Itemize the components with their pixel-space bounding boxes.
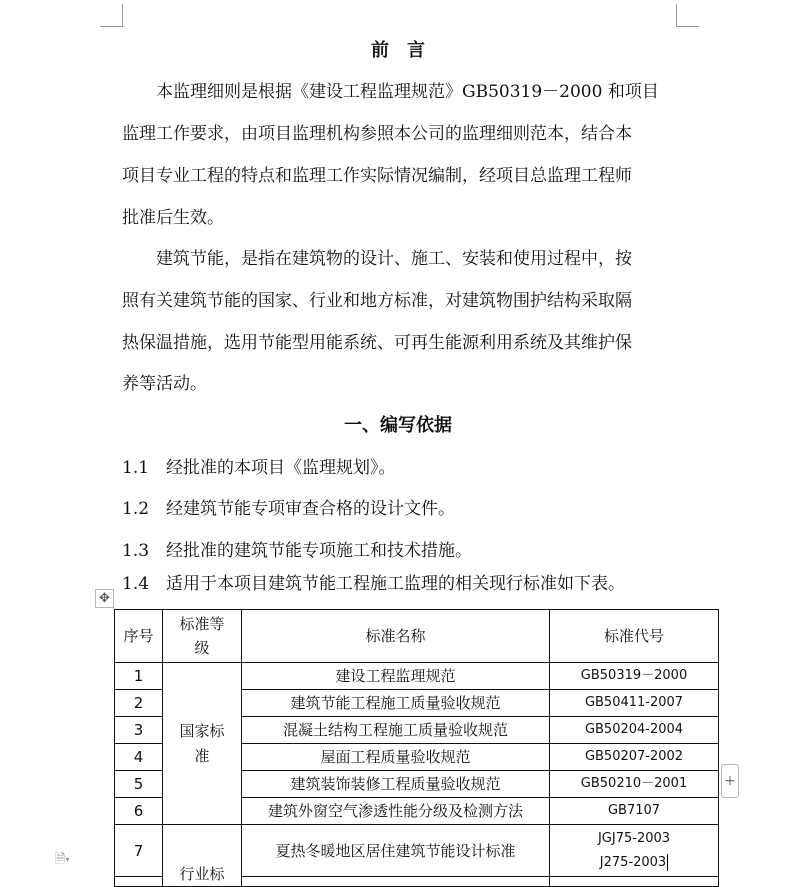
cell-code: GB50207-2002: [550, 744, 719, 771]
cell-name: 建设工程监理规范: [242, 663, 550, 690]
cell-name: 建筑外窗空气渗透性能分级及检测方法: [242, 798, 550, 825]
header-no: 序号: [115, 610, 163, 663]
cell-name-partial: [242, 877, 550, 887]
code-line: JGJ75-2003: [597, 830, 671, 846]
text-line: 热保温措施，选用节能型用能系统、可再生能源利用系统及其维护保: [122, 333, 632, 353]
table-header-row: [115, 610, 719, 663]
cell-code: GB50204-2004: [550, 717, 719, 744]
cell-name: 屋面工程质量验收规范: [242, 744, 550, 771]
text-line: 本监理细则是根据《建设工程监理规范》GB50319－2000 和项目: [122, 82, 659, 102]
header-name: 标准名称: [242, 610, 550, 663]
cell-no: 6: [115, 798, 163, 825]
page-corner-top-right: [676, 4, 699, 27]
cell-no: 1: [115, 663, 163, 690]
cell-no: 4: [115, 744, 163, 771]
document-icon: 🗎: [55, 852, 66, 867]
header-level: [163, 610, 242, 663]
code-line: J275-2003: [599, 854, 667, 870]
preface-title: 前 言: [371, 40, 425, 61]
cell-level-industry: [163, 825, 242, 887]
cell-name: 夏热冬暖地区居住建筑节能设计标准: [242, 825, 550, 877]
page-corner-top-left: [100, 4, 123, 27]
table-row: [115, 825, 719, 877]
cell-no: 2: [115, 690, 163, 717]
cell-code: GB50319－2000: [550, 663, 719, 690]
section-title: 一、编写依据: [344, 415, 452, 436]
table-move-handle-icon[interactable]: ✥: [95, 589, 114, 608]
basis-item-1-2: 1.2 经建筑节能专项审查合格的设计文件。: [122, 499, 456, 519]
cell-code: [550, 825, 719, 877]
basis-item-1-1: 1.1 经批准的本项目《监理规划》。: [122, 458, 396, 478]
cell-name: 建筑节能工程施工质量验收规范: [242, 690, 550, 717]
text-line: 批准后生效。: [122, 208, 224, 228]
chevron-down-icon: ▾: [65, 855, 70, 864]
cell-no: 5: [115, 771, 163, 798]
cell-code: GB50411-2007: [550, 690, 719, 717]
text-line: 照有关建筑节能的国家、行业和地方标准，对建筑物围护结构采取隔: [122, 291, 632, 311]
level-industry-text: 行业标: [179, 865, 225, 883]
text-line: 养等活动。: [122, 374, 207, 394]
level-national-text: 国家标准: [179, 721, 225, 765]
cell-name: 混凝土结构工程施工质量验收规范: [242, 717, 550, 744]
table-row: [115, 663, 719, 690]
cell-no: 7: [115, 825, 163, 877]
cell-no-partial: [115, 877, 163, 887]
header-level-text: 标准等级: [179, 615, 225, 657]
document-menu-icon[interactable]: [55, 850, 75, 866]
text-line: 建筑节能，是指在建筑物的设计、施工、安装和使用过程中，按: [122, 249, 632, 269]
cell-name: 建筑装饰装修工程质量验收规范: [242, 771, 550, 798]
header-code: 标准代号: [550, 610, 719, 663]
add-column-button[interactable]: +: [721, 764, 739, 798]
standards-table: [114, 609, 719, 887]
cell-code: GB7107: [550, 798, 719, 825]
basis-item-1-4: 1.4 适用于本项目建筑节能工程施工监理的相关现行标准如下表。: [122, 574, 626, 594]
cell-code-partial: [550, 877, 719, 887]
cell-level-national: [163, 663, 242, 825]
text-line: 项目专业工程的特点和监理工作实际情况编制，经项目总监理工程师: [122, 166, 632, 186]
cell-no: 3: [115, 717, 163, 744]
basis-item-1-3: 1.3 经批准的建筑节能专项施工和技术措施。: [122, 541, 473, 561]
cell-code: GB50210－2001: [550, 771, 719, 798]
text-cursor: [667, 854, 668, 871]
text-line: 监理工作要求，由项目监理机构参照本公司的监理细则范本，结合本: [122, 124, 632, 144]
